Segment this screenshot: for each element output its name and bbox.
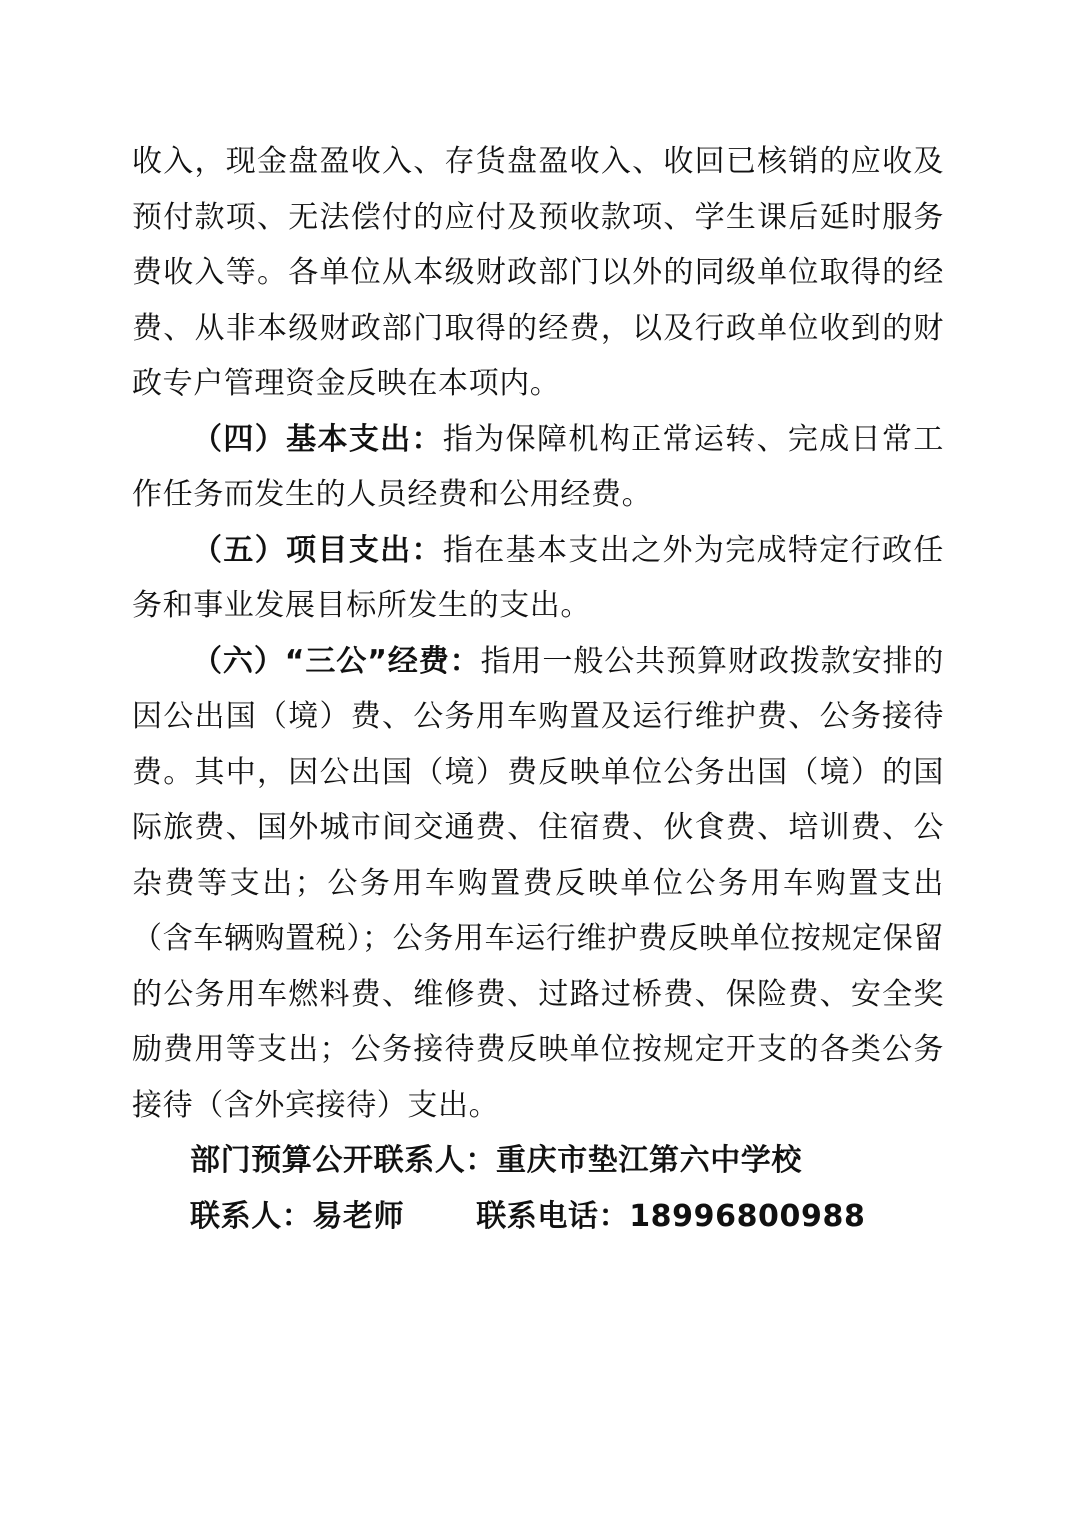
section-text: 指为保障机构正常运转、完成日常工作任务而发生的人员经费和公用经费。 [132,421,944,512]
contact-phone: 联系电话：18996800988 [476,1198,866,1234]
contact-person: 联系人：易老师 [190,1198,405,1234]
section-term: （六）“三公”经费： [192,643,481,679]
section-project-expenditure [132,523,944,634]
section-term: （五）项目支出： [192,532,443,568]
section-text: 指用一般公共预算财政拨款安排的因公出国（境）费、公务用车购置及运行维护费、公务接待费。其中，因公出国（境）费反映单位公务出国（境）的国际旅费、国外城市间交通费、住宿费、伙食费、培训费、公杂费等支出；公务用车购置费反映单位公务用车购置支出（含车辆购置税）；公务用车运行维护费反映单位按规定保留的公务用车燃料费、维修费、过路过桥费、保险费、安全奖励费用等支出；公务接待费反映单位按规定开支的各类公务接待（含外宾接待）支出。 [132,643,945,1123]
section-three-public-expenses [132,634,944,1134]
contact-org-line: 部门预算公开联系人：重庆市垫江第六中学校 [190,1143,802,1178]
contact-person-line [132,1189,944,1245]
section-text: 指在基本支出之外为完成特定行政任务和事业发展目标所发生的支出。 [132,532,944,623]
document-page [132,134,944,1244]
section-basic-expenditure [132,412,944,523]
intro-paragraph: 收入，现金盘盈收入、存货盘盈收入、收回已核销的应收及预付款项、无法偿付的应付及预收款项、学生课后延时服务费收入等。各单位从本级财政部门以外的同级单位取得的经费、从非本级财政部门取得的经费，以及行政单位收到的财政专户管理资金反映在本项内。 [132,144,944,401]
section-term: （四）基本支出： [192,421,443,457]
